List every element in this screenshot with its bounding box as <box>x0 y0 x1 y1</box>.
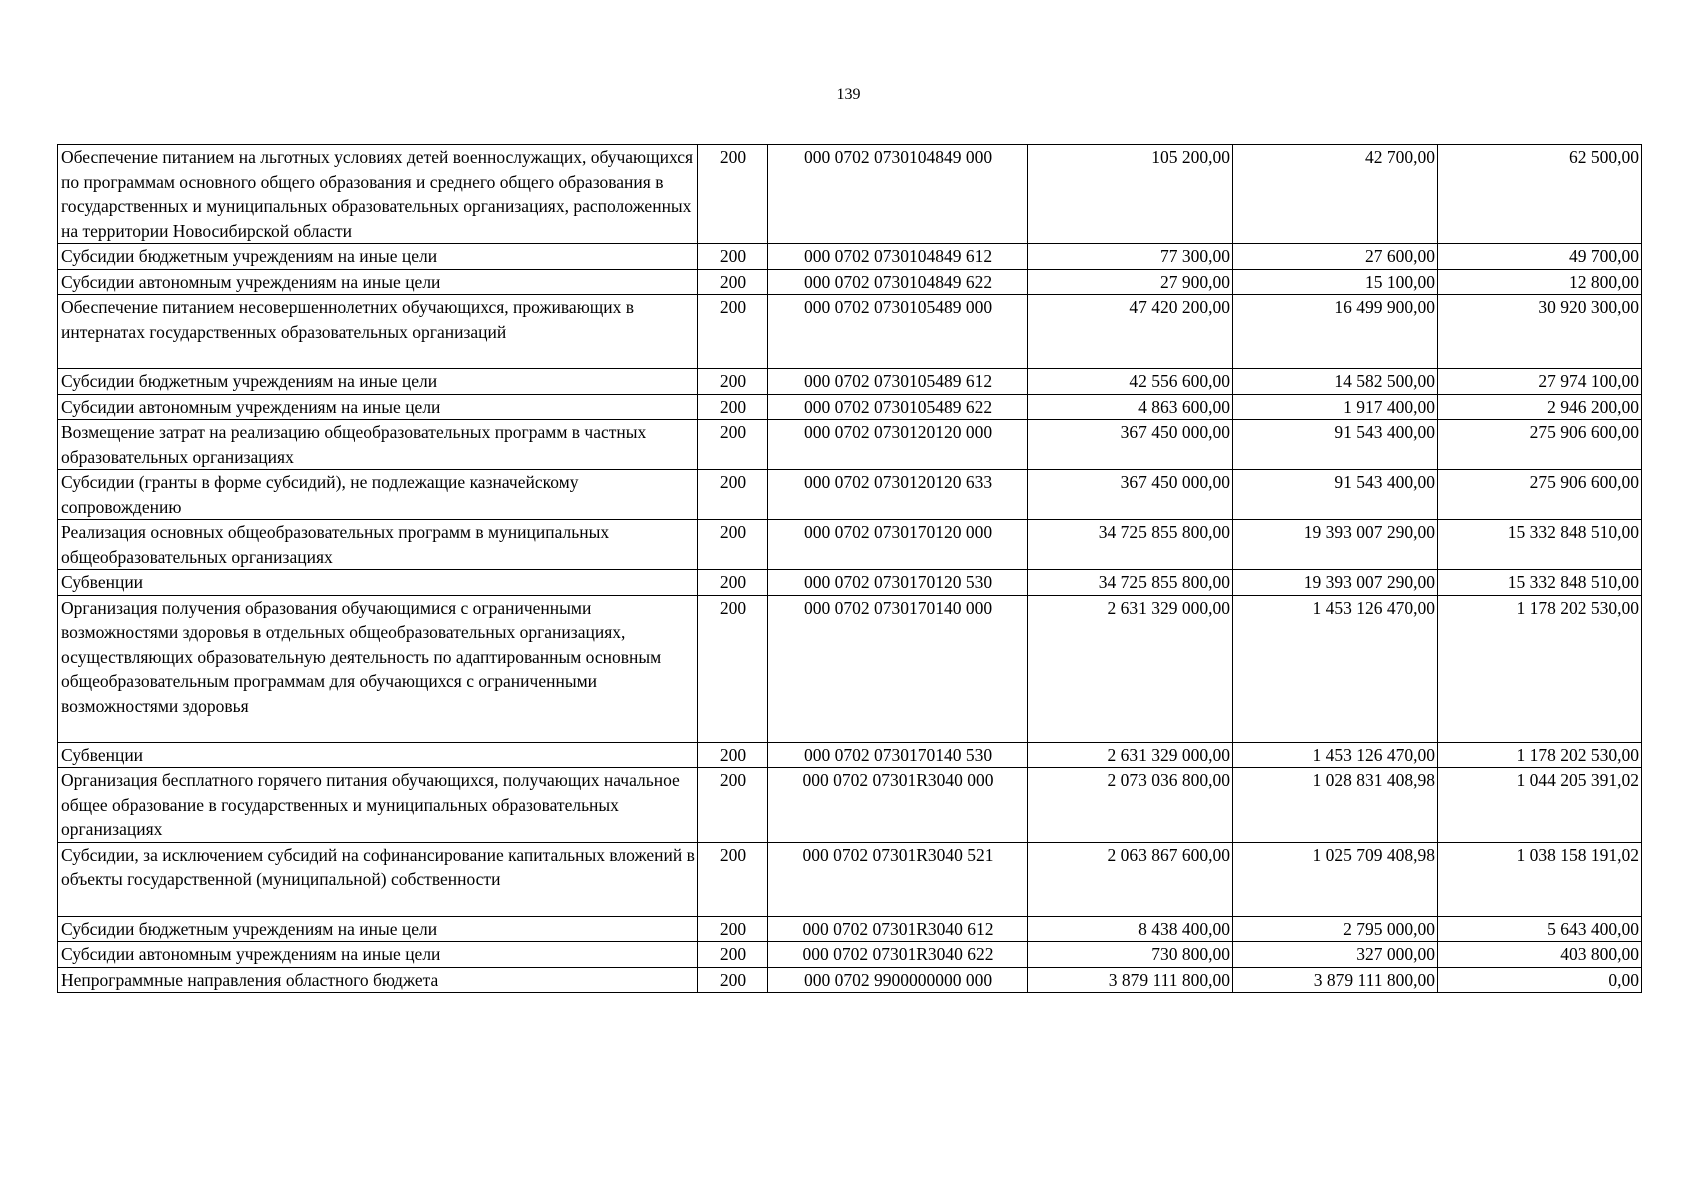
row-name: Субсидии автономным учреждениям на иные цели <box>58 269 698 295</box>
row-name: Субсидии автономным учреждениям на иные цели <box>58 394 698 420</box>
row-value-3: 0,00 <box>1438 967 1642 993</box>
table-row <box>58 742 1642 768</box>
row-value-2: 1 453 126 470,00 <box>1233 595 1438 742</box>
table-row <box>58 145 1642 244</box>
row-classification-code: 000 0702 0730105489 612 <box>768 369 1028 395</box>
row-name: Субсидии бюджетным учреждениям на иные цели <box>58 916 698 942</box>
row-value-2: 19 393 007 290,00 <box>1233 520 1438 570</box>
row-value-2: 327 000,00 <box>1233 942 1438 968</box>
table-row <box>58 420 1642 470</box>
row-value-3: 15 332 848 510,00 <box>1438 570 1642 596</box>
row-value-1: 2 073 036 800,00 <box>1028 768 1233 843</box>
row-value-3: 1 044 205 391,02 <box>1438 768 1642 843</box>
table-row <box>58 369 1642 395</box>
row-name: Обеспечение питанием на льготных условиях детей военнослужащих, обучающихся по программам основного общего образования и среднего общего образования в государственных и муниципальных образовательных организациях, расположенных на территории Новосибирской области <box>58 145 698 244</box>
row-classification-code: 000 0702 0730104849 622 <box>768 269 1028 295</box>
table-row <box>58 942 1642 968</box>
row-value-1: 4 863 600,00 <box>1028 394 1233 420</box>
table-row <box>58 470 1642 520</box>
row-admin-code: 200 <box>698 768 768 843</box>
table-row <box>58 244 1642 270</box>
table-row <box>58 295 1642 369</box>
row-classification-code: 000 0702 07301R3040 000 <box>768 768 1028 843</box>
row-admin-code: 200 <box>698 244 768 270</box>
row-value-1: 34 725 855 800,00 <box>1028 520 1233 570</box>
row-name: Обеспечение питанием несовершеннолетних обучающихся, проживающих в интернатах государственных образовательных организаций <box>58 295 698 369</box>
row-value-1: 2 631 329 000,00 <box>1028 595 1233 742</box>
row-value-3: 2 946 200,00 <box>1438 394 1642 420</box>
table-row <box>58 570 1642 596</box>
row-name: Субсидии автономным учреждениям на иные цели <box>58 942 698 968</box>
row-classification-code: 000 0702 07301R3040 521 <box>768 842 1028 916</box>
row-value-2: 16 499 900,00 <box>1233 295 1438 369</box>
row-value-3: 30 920 300,00 <box>1438 295 1642 369</box>
row-value-2: 3 879 111 800,00 <box>1233 967 1438 993</box>
row-admin-code: 200 <box>698 942 768 968</box>
table-row <box>58 967 1642 993</box>
row-value-1: 3 879 111 800,00 <box>1028 967 1233 993</box>
row-value-3: 5 643 400,00 <box>1438 916 1642 942</box>
row-name: Реализация основных общеобразовательных программ в муниципальных общеобразовательных организациях <box>58 520 698 570</box>
row-value-3: 403 800,00 <box>1438 942 1642 968</box>
row-classification-code: 000 0702 0730105489 000 <box>768 295 1028 369</box>
row-admin-code: 200 <box>698 967 768 993</box>
page-number: 139 <box>836 86 861 103</box>
table-row <box>58 916 1642 942</box>
row-value-2: 15 100,00 <box>1233 269 1438 295</box>
row-value-3: 27 974 100,00 <box>1438 369 1642 395</box>
row-name: Субвенции <box>58 570 698 596</box>
row-name: Организация получения образования обучающимися с ограниченными возможностями здоровья в отдельных общеобразовательных организациях, осуществляющих образовательную деятельность по адаптированным основным общеобразовательным программам для обучающихся с ограниченными возможностями здоровья <box>58 595 698 742</box>
row-value-3: 1 038 158 191,02 <box>1438 842 1642 916</box>
row-value-2: 91 543 400,00 <box>1233 470 1438 520</box>
row-value-2: 27 600,00 <box>1233 244 1438 270</box>
row-value-1: 2 063 867 600,00 <box>1028 842 1233 916</box>
row-admin-code: 200 <box>698 369 768 395</box>
row-classification-code: 000 0702 0730104849 000 <box>768 145 1028 244</box>
row-admin-code: 200 <box>698 595 768 742</box>
row-admin-code: 200 <box>698 470 768 520</box>
row-classification-code: 000 0702 07301R3040 612 <box>768 916 1028 942</box>
row-name: Субсидии, за исключением субсидий на софинансирование капитальных вложений в объекты государственной (муниципальной) собственности <box>58 842 698 916</box>
row-value-3: 15 332 848 510,00 <box>1438 520 1642 570</box>
row-admin-code: 200 <box>698 420 768 470</box>
row-admin-code: 200 <box>698 570 768 596</box>
row-value-1: 27 900,00 <box>1028 269 1233 295</box>
row-name: Субсидии (гранты в форме субсидий), не подлежащие казначейскому сопровождению <box>58 470 698 520</box>
row-classification-code: 000 0702 0730120120 633 <box>768 470 1028 520</box>
row-admin-code: 200 <box>698 145 768 244</box>
table-row <box>58 269 1642 295</box>
row-classification-code: 000 0702 0730120120 000 <box>768 420 1028 470</box>
row-value-1: 8 438 400,00 <box>1028 916 1233 942</box>
row-value-1: 2 631 329 000,00 <box>1028 742 1233 768</box>
row-classification-code: 000 0702 0730170140 530 <box>768 742 1028 768</box>
row-name: Субсидии бюджетным учреждениям на иные цели <box>58 369 698 395</box>
row-value-2: 1 453 126 470,00 <box>1233 742 1438 768</box>
row-value-2: 1 028 831 408,98 <box>1233 768 1438 843</box>
row-admin-code: 200 <box>698 269 768 295</box>
row-value-2: 14 582 500,00 <box>1233 369 1438 395</box>
row-value-2: 1 025 709 408,98 <box>1233 842 1438 916</box>
row-name: Субвенции <box>58 742 698 768</box>
row-value-1: 47 420 200,00 <box>1028 295 1233 369</box>
row-value-3: 62 500,00 <box>1438 145 1642 244</box>
row-admin-code: 200 <box>698 916 768 942</box>
row-value-3: 12 800,00 <box>1438 269 1642 295</box>
budget-table <box>57 144 1642 993</box>
row-value-1: 77 300,00 <box>1028 244 1233 270</box>
row-value-3: 275 906 600,00 <box>1438 420 1642 470</box>
row-value-3: 49 700,00 <box>1438 244 1642 270</box>
row-value-3: 1 178 202 530,00 <box>1438 595 1642 742</box>
row-admin-code: 200 <box>698 520 768 570</box>
row-classification-code: 000 0702 0730170120 530 <box>768 570 1028 596</box>
row-value-3: 275 906 600,00 <box>1438 470 1642 520</box>
table-row <box>58 768 1642 843</box>
table-row <box>58 842 1642 916</box>
row-classification-code: 000 0702 0730170140 000 <box>768 595 1028 742</box>
row-value-2: 91 543 400,00 <box>1233 420 1438 470</box>
row-admin-code: 200 <box>698 742 768 768</box>
row-classification-code: 000 0702 07301R3040 622 <box>768 942 1028 968</box>
row-name: Субсидии бюджетным учреждениям на иные цели <box>58 244 698 270</box>
table-row <box>58 520 1642 570</box>
row-admin-code: 200 <box>698 295 768 369</box>
row-value-2: 1 917 400,00 <box>1233 394 1438 420</box>
row-value-1: 730 800,00 <box>1028 942 1233 968</box>
row-value-1: 367 450 000,00 <box>1028 470 1233 520</box>
row-name: Организация бесплатного горячего питания обучающихся, получающих начальное общее образование в государственных и муниципальных образовательных организациях <box>58 768 698 843</box>
table-row <box>58 595 1642 742</box>
row-name: Непрограммные направления областного бюджета <box>58 967 698 993</box>
row-classification-code: 000 0702 0730170120 000 <box>768 520 1028 570</box>
row-admin-code: 200 <box>698 842 768 916</box>
row-value-1: 42 556 600,00 <box>1028 369 1233 395</box>
row-value-2: 42 700,00 <box>1233 145 1438 244</box>
row-classification-code: 000 0702 0730105489 622 <box>768 394 1028 420</box>
row-classification-code: 000 0702 0730104849 612 <box>768 244 1028 270</box>
row-value-1: 105 200,00 <box>1028 145 1233 244</box>
row-value-3: 1 178 202 530,00 <box>1438 742 1642 768</box>
row-name: Возмещение затрат на реализацию общеобразовательных программ в частных образовательных организациях <box>58 420 698 470</box>
row-admin-code: 200 <box>698 394 768 420</box>
row-value-2: 2 795 000,00 <box>1233 916 1438 942</box>
row-classification-code: 000 0702 9900000000 000 <box>768 967 1028 993</box>
table-row <box>58 394 1642 420</box>
row-value-1: 34 725 855 800,00 <box>1028 570 1233 596</box>
row-value-2: 19 393 007 290,00 <box>1233 570 1438 596</box>
row-value-1: 367 450 000,00 <box>1028 420 1233 470</box>
